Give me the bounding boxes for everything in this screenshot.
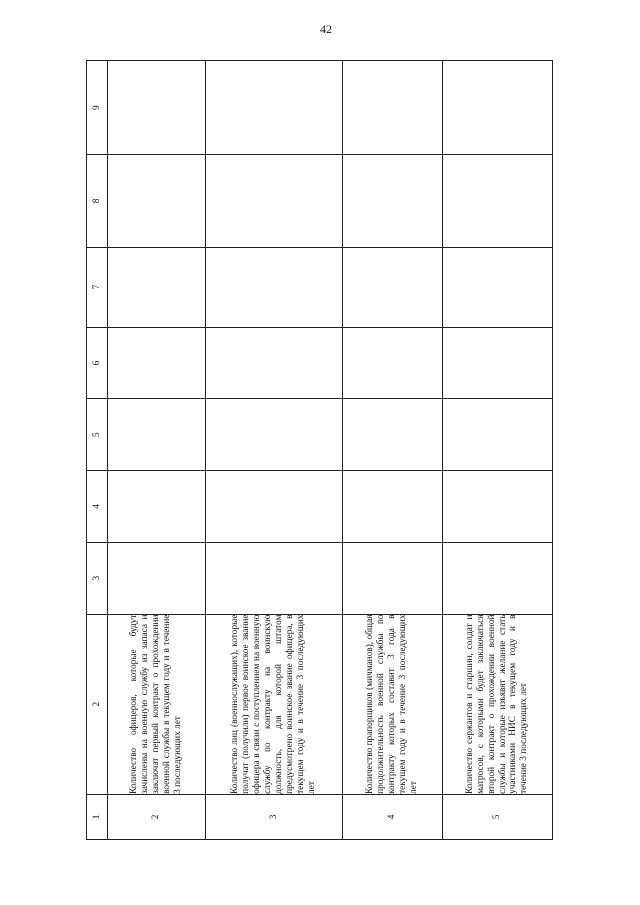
empty-cell	[443, 399, 553, 471]
table-row	[206, 61, 343, 840]
empty-cell	[206, 247, 343, 327]
empty-cell	[443, 61, 553, 155]
row-index: 2	[108, 794, 206, 839]
column-header: 6	[87, 327, 108, 399]
column-header: 9	[87, 61, 108, 155]
empty-cell	[343, 61, 443, 155]
empty-cell	[343, 399, 443, 471]
empty-cell	[443, 471, 553, 543]
empty-cell	[343, 155, 443, 247]
empty-cell	[343, 327, 443, 399]
empty-cell	[343, 542, 443, 614]
empty-cell	[108, 61, 206, 155]
empty-cell	[206, 542, 343, 614]
empty-cell	[108, 247, 206, 327]
empty-cell	[206, 61, 343, 155]
empty-cell	[443, 155, 553, 247]
empty-cell	[108, 399, 206, 471]
page-number: 42	[320, 22, 332, 36]
row-description: Количество лиц (военнослужащих), которые получат (получили) первое воинское звание офицера в связи с поступлением на военную службу по контракту на воинскую должность, для которой штатом предусмотрено воинское звание офицера, в текущем году и в течение 3 последующих лет	[206, 614, 343, 794]
empty-cell	[206, 399, 343, 471]
column-header: 7	[87, 247, 108, 327]
data-table	[86, 60, 553, 840]
column-header: 5	[87, 399, 108, 471]
empty-cell	[108, 471, 206, 543]
row-description: Количество сержантов и старшин, солдат и матросов, с которыми будет заключаться второй контракт о прохождении военной службы и которые изъявят желание стать участниками НИС в текущем году и в течение 3 последующих лет	[443, 614, 553, 794]
empty-cell	[443, 247, 553, 327]
empty-cell	[108, 542, 206, 614]
empty-cell	[108, 155, 206, 247]
empty-cell	[343, 247, 443, 327]
row-description: Количество офицеров, которые будут зачислены на военную службу из запаса и заключат первый контракт о прохождении военной службы в текущем году и в течение 3 последующих лет	[108, 614, 206, 794]
row-description: Количество прапорщиков (мичманов), общая продолжительность военной службы по контракту которых составит 3 года в текущем году и в течение 3 последующих лет	[343, 614, 443, 794]
empty-cell	[206, 155, 343, 247]
row-index: 3	[206, 794, 343, 839]
row-index: 5	[443, 794, 553, 839]
column-header: 3	[87, 542, 108, 614]
table-row	[108, 61, 206, 840]
header-row	[87, 61, 108, 840]
table-row	[443, 61, 553, 840]
empty-cell	[206, 327, 343, 399]
empty-cell	[443, 327, 553, 399]
column-header: 8	[87, 155, 108, 247]
empty-cell	[443, 542, 553, 614]
column-header: 4	[87, 471, 108, 543]
empty-cell	[343, 471, 443, 543]
table-row	[343, 61, 443, 840]
row-index: 4	[343, 794, 443, 839]
empty-cell	[108, 327, 206, 399]
column-header: 1	[87, 794, 108, 839]
empty-cell	[206, 471, 343, 543]
table-container	[86, 60, 551, 840]
column-header: 2	[87, 614, 108, 794]
